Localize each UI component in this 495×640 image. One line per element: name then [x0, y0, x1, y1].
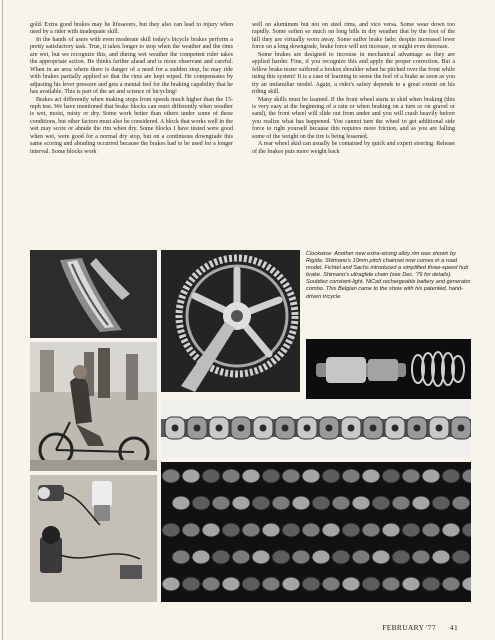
photo-tricycle	[30, 342, 157, 471]
page-edge-line	[2, 0, 3, 640]
paragraph: Some brakes are designed to increase in mechanical advantage as they are applied harder. Fine, if you recognize this and apply the proper correction. But a fellow brake tester suffered a broken shoulder when he pitched over the front while using this system! It is a case of learning to sense the feel of a brake as soon as you try an unfamiliar model. Again, a rider's safety depends to a great extent on his riding skill.	[252, 51, 455, 96]
paragraph: gold. Extra good brakes may be lifesavers, but they also can lead to injury when used by a rider with inadequate skill.	[30, 22, 233, 36]
paragraph: A rear wheel skid can usually be contained by quick and expert steering. Release of the brakes puts more weight back	[252, 141, 455, 155]
photo-ultraglide-chain	[161, 399, 471, 457]
paragraph: Many skills must be learned. If the front wheel starts to skid when braking (this is very easy at the beginning of a rain or when braking on a turn or on gravel or sand), the front wheel will slide out from under and you will crash heavily before you realize what has happened. You cannot turn the wheel to get additional side force to right yourself because this requires more friction, and as you are falling some of the weight on the tire is being lessened.	[252, 96, 455, 140]
page-footer	[382, 623, 458, 632]
page-number: 41	[449, 623, 458, 632]
photo-alloy-rim	[30, 250, 157, 338]
article-column-right	[252, 22, 455, 156]
paragraph: In the hands of users with even moderate skill today's bicycle brakes perform a pretty satisfactory task. True, it takes longer to stop when the weather and the rims are wet, but we recognize this, and during wet weather the competent rider takes the appropriate action. He thinks farther ahead and is more observant and careful. When in an area where there is danger of a need for a sudden stop, he may ride with brakes partially applied so that the rims are kept wiped. He compensates by adjusting his lever pressure and gets a mental feel for the braking capability that he has available. This is part of the art and science of bicycling!	[30, 36, 233, 96]
photo-constant-light	[30, 475, 157, 602]
photo-sprockets	[161, 462, 471, 602]
photo-hub-brake	[306, 339, 471, 399]
article-column-left	[30, 22, 233, 156]
photo-caption: Clockwise: Another new extra-strong alloy rim was shown by Rigida. Shimano's 10mm pitch chainset now comes in a road model. Fichtel and Sachs introduced a simplified three-speed hub brake. Shimano's ultraglide chain (see Dec. '76 for details). Soubitez constant-light, NiCad rechargeable battery and generator combo. This Belgian came to the show with his patented, hand-driven tricycle.	[306, 251, 471, 300]
photo-chainset	[161, 250, 300, 392]
issue-date: FEBRUARY '77	[382, 623, 436, 632]
paragraph: well on aluminum but not on steel rims, and vice versa. Some wear down too rapidly. Some soften so much on long hills in dry weather that by the foot of the hill they are virtually worn away. Some suffer brake fade; despite increased lever force on a long downgrade, brake force will not increase, or might even decrease.	[252, 22, 455, 51]
paragraph: Brakes act differently when making stops from speeds much higher than the 15-mph test. We have mentioned that brake blocks can react differently when weather is wet, moist, misty or dry. Some work better than others under some of these conditions, but other factors must also be considered. A block that works well in the wet may score or abrade the rim when dry. Some blocks I have tested were good when wet, were good for a normal dry stop, but on a continuous downgrade this same scoring and abrading occurred because the brakes had to be used for a longer interval. Some blocks work	[30, 96, 233, 155]
